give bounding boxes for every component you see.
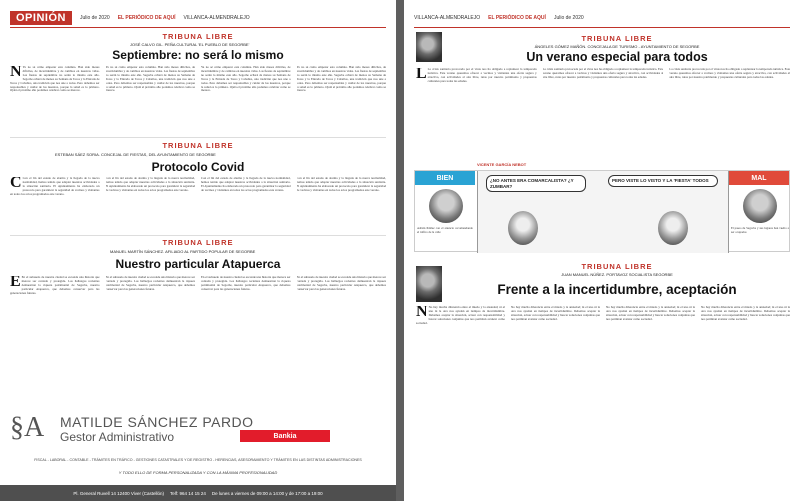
good-badge: BIEN	[415, 171, 475, 185]
article-body	[10, 177, 386, 231]
article-column: Con el fin del estado de alarma y la llegada de la nueva normalidad, hemos tenido que adaptar nuestras actividades a la situación sanitaria. El Ayuntamiento ha elaborado un protocolo para garantizar la seguridad de vecinos y visitantes en todos los actos programados este verano.	[296, 177, 386, 192]
article-byline: ESTEBAN SÁEZ SORIA. CONCEJAL DE FIESTAS, DEL AYUNTAMIENTO DE SEGORBE	[55, 152, 216, 157]
article-title: Nuestro particular Atapuerca	[115, 257, 281, 271]
ad-address: Pl. General Ruvell 14 12400 Viver (Castellón)	[73, 490, 165, 496]
article-label: TRIBUNA LIBRE	[162, 32, 234, 41]
bank-logo: Bankia	[240, 430, 330, 442]
bad-face-photo	[743, 189, 777, 223]
header-edition: VILLANCA-ALMENDRALEJO	[183, 15, 250, 21]
article-column: C Con el fin del estado de alarma y la llegada de la nueva normalidad, hemos tenido que adaptar nuestras actividades a la situación sanitaria. El Ayuntamiento ha elaborado un protocolo para garantizar la seguridad de vecinos y visitantes en todos los actos programados este verano.	[10, 177, 100, 196]
article-title: Frente a la incertidumbre, aceptación	[497, 282, 737, 297]
article-column: E En el subsuelo de nuestra ciudad se esconde una historia que merece ser contada y protegida. Los hallazgos recientes demuestran la riqueza patrimonial de Segorbe, nuestro particular Atapuerca, que debemos conservar para las generaciones futuras.	[10, 276, 100, 295]
article-body	[10, 276, 386, 400]
logo-icon: §A	[10, 412, 45, 443]
divider	[10, 235, 386, 236]
ad-name: MATILDE SÁNCHEZ PARDO	[60, 414, 254, 430]
article-column: En el subsuelo de nuestra ciudad se esconde una historia que merece ser contada y protegida. Los hallazgos recientes demuestran la riqueza patrimonial de Segorbe, nuestro particular Atapuerca, que debemos conservar para las generaciones futuras.	[105, 276, 195, 291]
article-byline: MANUEL MARTÍN SÁNCHEZ. AFILIADO AL PARTIDO POPULAR DE SEGORBE	[110, 249, 256, 254]
divider	[10, 27, 386, 28]
article-column: No hay mucha diferencia entre el miedo y la ansiedad; ni el uno ni la otra nos ayudan en tiempos de incertidumbre. Debemos aceptar la situación, actuar con responsabilidad y buscar soluciones conjuntas que nos permitan avanzar como sociedad.	[701, 306, 790, 321]
article-column: Con el fin del estado de alarma y la llegada de la nueva normalidad, hemos tenido que adaptar nuestras actividades a la situación sanitaria. El Ayuntamiento ha elaborado un protocolo para garantizar la seguridad de vecinos y visitantes en todos los actos programados este verano.	[105, 177, 195, 192]
section-title: OPINIÓN	[10, 11, 72, 25]
good-face-photo	[429, 189, 463, 223]
cartoon-figure-icon	[508, 211, 538, 245]
article-title: Un verano especial para todos	[526, 50, 708, 64]
article-body	[10, 66, 386, 132]
article-column: Ya no sé cómo empezar esta columna. Han sido meses difíciles, de incertidumbre y de cambios en nuestras vidas. Las fiestas de septiembre no serán lo mismo este año. Segorbe echará de menos su Semana de Toros y la Entrada de Toros y Caballos, una tradición que nos une a todos. Pero debemos ser responsables y cuidar de los nuestros, porque la salud es lo primero. Ojalá el próximo año podamos celebrar como se merece.	[201, 66, 291, 93]
dropcap: L	[416, 68, 427, 82]
article-body	[416, 68, 790, 164]
article-title: Septiembre: no será lo mismo	[112, 48, 284, 62]
header-edition: VILLANCA-ALMENDRALEJO	[414, 15, 481, 21]
article-title: Protocolo Covid	[151, 160, 245, 174]
dropcap: C	[10, 177, 22, 191]
article-label: TRIBUNA LIBRE	[162, 238, 234, 247]
article-column: En el subsuelo de nuestra ciudad se esconde una historia que merece ser contada y protegida. Los hallazgos recientes demuestran la riqueza patrimonial de Segorbe, nuestro particular Atapuerca, que debemos conservar para las generaciones futuras.	[201, 276, 291, 291]
header-date: Julio de 2020	[553, 15, 584, 21]
dropcap: E	[10, 276, 21, 290]
ad-phone: Telf: 964 14 15 24	[170, 490, 206, 496]
article-column: Ya no sé cómo empezar esta columna. Han sido meses difíciles, de incertidumbre y de cambios en nuestras vidas. Las fiestas de septiembre no serán lo mismo este año. Segorbe echará de menos su Semana de Toros y la Entrada de Toros y Caballos, una tradición que nos une a todos. Pero debemos ser responsables y cuidar de los nuestros, porque la salud es lo primero. Ojalá el próximo año podamos celebrar como se merece.	[105, 66, 195, 93]
article-column: En el subsuelo de nuestra ciudad se esconde una historia que merece ser contada y protegida. Los hallazgos recientes demuestran la riqueza patrimonial de Segorbe, nuestro particular Atapuerca, que debemos conservar para las generaciones futuras.	[296, 276, 386, 291]
article-column: Ya no sé cómo empezar esta columna. Han sido meses difíciles, de incertidumbre y de cambios en nuestras vidas. Las fiestas de septiembre no serán lo mismo este año. Segorbe echará de menos su Semana de Toros y la Entrada de Toros y Caballos, una tradición que nos une a todos. Pero debemos ser responsables y cuidar de los nuestros, porque la salud es lo primero. Ojalá el próximo año podamos celebrar como se merece.	[296, 66, 386, 93]
divider	[414, 27, 790, 28]
right-page-header	[414, 10, 790, 26]
comic-art	[477, 171, 729, 253]
article-byline: ÁNGELES GÓMEZ MAÑÓN. CONCEJALA DE TURISMO - AYUNTAMIENTO DE SEGORBE	[534, 44, 700, 49]
article-byline: JUAN MANUEL NÚÑEZ. PORTAVOZ SOCIALISTA SEGORBE	[561, 272, 673, 277]
article-column: No hay mucha diferencia entre el miedo y la ansiedad; ni el uno ni la otra nos ayudan en tiempos de incertidumbre. Debemos aceptar la situación, actuar con responsabilidad y buscar soluciones conjuntas que nos permitan avanzar como sociedad.	[606, 306, 695, 321]
ad-services: FISCAL - LABORAL - CONTABLE - TRÁMITES EN TRÁFICO - GESTIONES CATASTRALES Y DE REGISTRO - HERENCIAS, ASESORAMIENTO Y TRÁMITES EN LAS DISTINTAS ADMINISTRACIONES	[34, 458, 362, 462]
left-page	[0, 0, 396, 501]
author-photo	[416, 266, 442, 302]
ad-footer	[0, 485, 396, 501]
bad-badge: MAL	[729, 171, 789, 185]
right-page	[404, 0, 800, 501]
advertisement	[0, 406, 396, 501]
divider	[10, 137, 386, 138]
bad-caption: El paseo de Segorbe y sus lugares han vuelto a ser ocupados	[731, 227, 789, 234]
good-caption: Adrián Ibáñez con el anuncio recomendando el tráfico de la calle	[417, 227, 473, 234]
article-column: N Ya no sé cómo empezar esta columna. Han sido meses difíciles, de incertidumbre y de cambios en nuestras vidas. Las fiestas de septiembre no serán lo mismo este año. Segorbe echará de menos su Semana de Toros y la Entrada de Toros y Caballos, una tradición que nos une a todos. Pero debemos ser responsables y cuidar de los nuestros, porque la salud es lo primero. Ojalá el próximo año podamos celebrar como se merece.	[10, 66, 100, 93]
header-date: Julio de 2020	[79, 15, 110, 21]
article-column: L La crisis sanitaria provocada por el virus nos ha obligado a replantear la temporada turística. Este verano queremos ofrecer a vecinos y visitantes una oferta segura y atractiva, con actividades al aire libre, rutas por nuestro patrimonio y propuestas culturales para todas las edades.	[416, 68, 537, 83]
dropcap: N	[10, 66, 22, 80]
article-byline: JOSÉ CALVO GIL. PEÑA CULTURAL 'EL PUEBLO DE SEGORBE'	[130, 42, 250, 47]
article-label: TRIBUNA LIBRE	[581, 262, 653, 271]
ad-hours: De lunes a viernes de 09:00 a 14:00 y de 17:00 a 19:00	[211, 490, 323, 496]
speech-bubble: PERO VISTE LO VISTO Y LA 'FIESTA' TODOS	[608, 175, 718, 187]
article-column: La crisis sanitaria provocada por el virus nos ha obligado a replantear la temporada turística. Este verano queremos ofrecer a vecinos y visitantes una oferta segura y atractiva, con actividades al aire libre, rutas por nuestro patrimonio y propuestas culturales para todas las edades.	[542, 68, 664, 79]
left-page-header	[10, 10, 386, 26]
header-paper: EL PERIÓDICO DE AQUÍ	[488, 15, 546, 21]
author-photo	[416, 32, 442, 62]
comic-strip	[414, 162, 790, 252]
article-label: TRIBUNA LIBRE	[162, 141, 234, 150]
article-label: TRIBUNA LIBRE	[581, 34, 653, 43]
article-body	[416, 306, 790, 494]
cartoon-figure-icon	[658, 211, 688, 245]
ad-tagline: Y TODO ELLO DE FORMA PERSONALIZADA Y CON LA MÁXIMA PROFESIONALIDAD	[118, 470, 278, 475]
speech-bubble: ¿NO ANTES ERA COMARCALISTA? ¿Y ZUMBAR?	[486, 175, 586, 192]
article-column: Con el fin del estado de alarma y la llegada de la nueva normalidad, hemos tenido que adaptar nuestras actividades a la situación sanitaria. El Ayuntamiento ha elaborado un protocolo para garantizar la seguridad de vecinos y visitantes en todos los actos programados este verano.	[201, 177, 291, 192]
ad-subtitle: Gestor Administrativo	[60, 430, 175, 444]
article-column: La crisis sanitaria provocada por el virus nos ha obligado a replantear la temporada turística. Este verano queremos ofrecer a vecinos y visitantes una oferta segura y atractiva, con actividades al aire libre, rutas por nuestro patrimonio y propuestas culturales para todas las edades.	[669, 68, 790, 79]
header-paper: EL PERIÓDICO DE AQUÍ	[117, 15, 176, 21]
article-column: No hay mucha diferencia entre el miedo y la ansiedad; ni el uno ni la otra nos ayudan en tiempos de incertidumbre. Debemos aceptar la situación, actuar con responsabilidad y buscar soluciones conjuntas que nos permitan avanzar como sociedad.	[511, 306, 600, 321]
article-column: N No hay mucha diferencia entre el miedo y la ansiedad; ni el uno ni la otra nos ayudan en tiempos de incertidumbre. Debemos aceptar la situación, actuar con responsabilidad y buscar soluciones conjuntas que nos permitan avanzar como sociedad.	[416, 306, 505, 325]
comic-credit: VICENTE GARCÍA NEBOT	[477, 162, 527, 167]
dropcap: N	[416, 306, 428, 320]
